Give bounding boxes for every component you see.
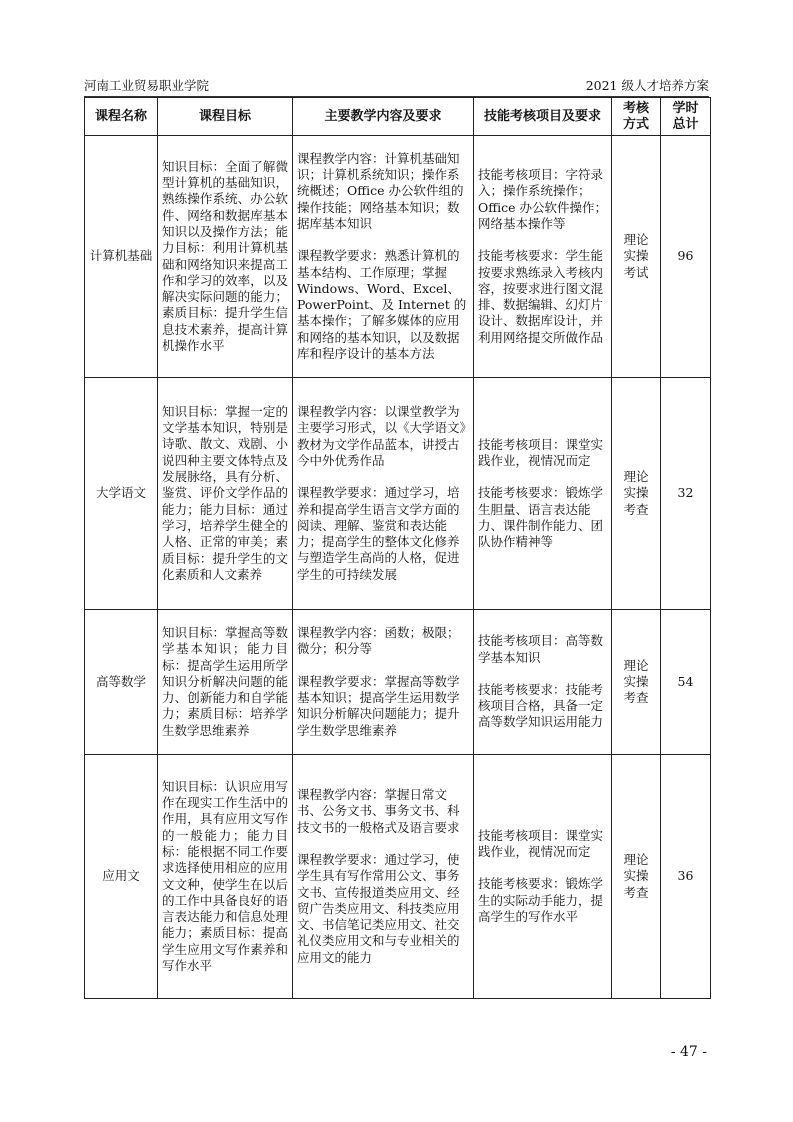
table-header-row — [85, 98, 711, 136]
page-header — [84, 74, 709, 97]
course-name: 大学语文 — [85, 378, 158, 610]
content-text: 课程教学内容：函数；极限；微分；积分等 — [297, 625, 460, 657]
col-header-hours-line: 总计 — [672, 116, 699, 132]
method-line: 实操 — [623, 673, 649, 689]
col-header-course-goal: 课程目标 — [158, 98, 293, 136]
method-line: 实操 — [623, 485, 649, 501]
method-line: 考试 — [623, 264, 649, 280]
col-header-method — [612, 98, 661, 136]
method-line: 考查 — [623, 690, 649, 706]
col-header-method-line: 考核 — [622, 100, 649, 116]
method-line: 考查 — [623, 884, 649, 900]
total-hours: 36 — [661, 755, 711, 999]
course-content — [293, 755, 474, 999]
total-hours: 96 — [661, 136, 711, 378]
course-goal: 知识目标：掌握高等数学基本知识；能力目标：提高学生运用所学知识分析解决问题的能力、创新能力和自学能力；素质目标：培养学生数学思维素养 — [158, 610, 293, 755]
course-name: 计算机基础 — [85, 136, 158, 378]
requirement-text: 课程教学要求：通过学习，培养和提高学生语言文学方面的阅读、理解、鉴赏和表达能力；提高学生的整体文化修养与塑造学生高尚的人格，促进学生的可持续发展 — [297, 485, 460, 582]
col-header-method-line: 方式 — [622, 116, 649, 132]
requirement-text: 课程教学要求：通过学习，使学生具有写作常用公文、事务文书、宣传报道类应用文、经贸广告类应用文、科技类应用文、书信笔记类应用文、社交礼仪类应用文和与专业相关的应用文的能力 — [297, 851, 460, 965]
assessment-method — [612, 755, 661, 999]
method-line: 理论 — [623, 469, 649, 485]
method-line: 考查 — [623, 501, 649, 517]
method-line: 理论 — [623, 852, 649, 868]
col-header-hours-line: 学时 — [672, 100, 699, 116]
header-school-name: 河南工业贸易职业学院 — [84, 78, 210, 93]
skill-item-text: 技能考核项目：字符录入；操作系统操作；Office 办公软件操作；网络基本操作等 — [478, 167, 607, 231]
method-line: 理论 — [623, 232, 649, 248]
table-row — [85, 378, 711, 610]
content-text: 课程教学内容：掌握日常文书、公务文书、事务文书、科技文书的一般格式及语言要求 — [297, 787, 460, 835]
course-name: 高等数学 — [85, 610, 158, 755]
table-row — [85, 136, 711, 378]
col-header-hours — [661, 98, 711, 136]
requirement-text: 课程教学要求：熟悉计算机的基本结构、工作原理；掌握 Windows、Word、Excel、PowerPoint、及 Internet 的基本操作；了解多媒体的应用和网络的基本知识，以及数据库和程序设计的基本方法 — [297, 248, 467, 361]
skill-assessment — [474, 136, 612, 378]
table-row — [85, 755, 711, 999]
total-hours: 32 — [661, 378, 711, 610]
skill-assessment — [474, 378, 612, 610]
col-header-course-name: 课程名称 — [85, 98, 158, 136]
requirement-text: 课程教学要求：掌握高等数学基本知识；提高学生运用数学知识分析解决问题能力；提升学生数学思维素养 — [297, 673, 460, 738]
method-line: 实操 — [623, 248, 649, 264]
course-name: 应用文 — [85, 755, 158, 999]
course-content — [293, 610, 474, 755]
skill-requirement-text: 技能考核要求：锻炼学生胆量、语言表达能力、课件制作能力、团队协作精神等 — [478, 485, 604, 550]
skill-requirement-text: 技能考核要求：技能考核项目合格，具备一定高等数学知识运用能力 — [478, 681, 604, 730]
skill-requirement-text: 技能考核要求：学生能按要求熟练录入考核内容，按要求进行图文混排、数据编辑、幻灯片设计、数据库设计，并利用网络提交所做作品 — [478, 248, 604, 345]
skill-requirement-text: 技能考核要求：锻炼学生的实际动手能力，提高学生的写作水平 — [478, 876, 604, 924]
method-line: 实操 — [623, 868, 649, 884]
content-text: 课程教学内容：计算机基础知识；计算机系统知识；操作系统概述；Office 办公软件组的操作技能；网络基本知识；数据库基本知识 — [297, 150, 464, 231]
course-content — [293, 136, 474, 378]
course-content — [293, 378, 474, 610]
assessment-method — [612, 610, 661, 755]
page-number: - 47 - — [670, 1044, 707, 1060]
total-hours: 54 — [661, 610, 711, 755]
header-plan-title: 2021 级人才培养方案 — [585, 78, 709, 93]
skill-item-text: 技能考核项目：课堂实践作业，视情况而定 — [478, 827, 604, 860]
content-text: 课程教学内容：以课堂教学为主要学习形式，以《大学语文》教材为文学作品蓝本，讲授古今中外优秀作品 — [297, 404, 466, 468]
method-line: 理论 — [623, 657, 649, 673]
skill-assessment — [474, 755, 612, 999]
skill-item-text: 技能考核项目：课堂实践作业，视情况而定 — [478, 436, 604, 468]
curriculum-table — [84, 97, 711, 999]
course-goal: 知识目标：掌握一定的文学基本知识，特别是诗歌、散文、戏剧、小说四种主要文体特点及发展脉络，具有分析、鉴赏、评价文学作品的能力；能力目标：通过学习，培养学生健全的人格、正常的审美；素质目标：提升学生的文化素质和人文素养 — [158, 378, 293, 610]
course-goal: 知识目标：认识应用写作在现实工作生活中的作用，具有应用文写作的一般能力；能力目标：能根据不同工作要求选择使用相应的应用文文种，使学生在以后的工作中具备良好的语言表达能力和信息处理能力；素质目标：提高学生应用文写作素养和写作水平 — [158, 755, 293, 999]
skill-item-text: 技能考核项目：高等数学基本知识 — [478, 633, 604, 665]
col-header-skill: 技能考核项目及要求 — [474, 98, 612, 136]
course-goal: 知识目标：全面了解微型计算机的基础知识，熟练操作系统、办公软件、网络和数据库基本知识以及操作方法；能力目标：利用计算机基础和网络知识来提高工作和学习的效率，以及解决实际问题的能力；素质目标：提升学生信息技术素养，提高计算机操作水平 — [158, 136, 293, 378]
table-row — [85, 610, 711, 755]
skill-assessment — [474, 610, 612, 755]
assessment-method — [612, 378, 661, 610]
assessment-method — [612, 136, 661, 378]
col-header-content: 主要教学内容及要求 — [293, 98, 474, 136]
